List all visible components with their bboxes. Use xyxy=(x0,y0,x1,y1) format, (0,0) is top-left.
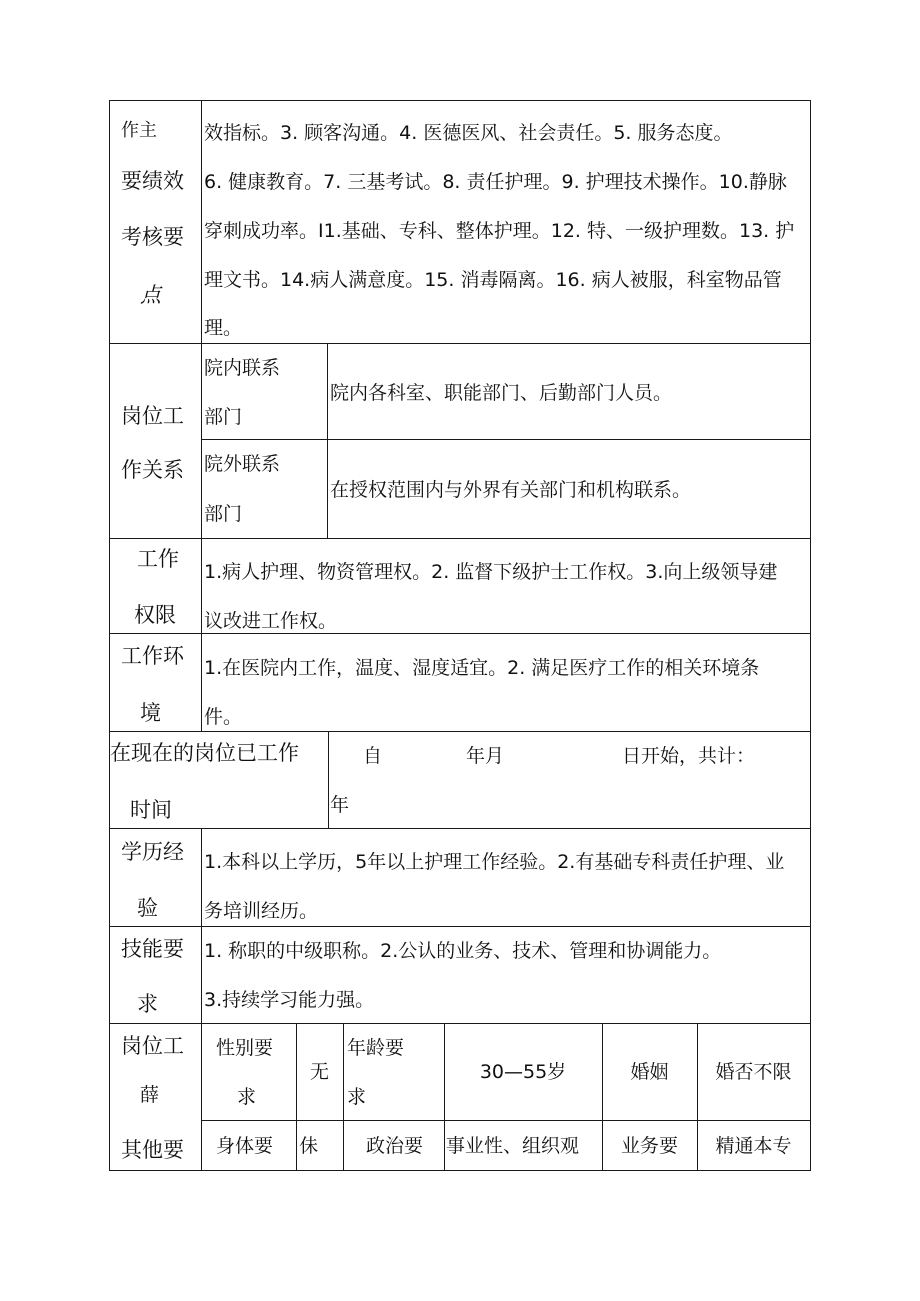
political-value: 事业性、组织观 xyxy=(446,1135,580,1157)
business-value: 精通本专 xyxy=(715,1135,792,1157)
age-value: 30—55岁 xyxy=(479,1061,567,1083)
body-label: 身体要 xyxy=(216,1135,274,1157)
outer-contact-text: 在授权范围内与外界有关部门和机构联系。 xyxy=(330,479,692,501)
marriage-label: 婚姻 xyxy=(630,1061,669,1083)
inner-contact-text: 院内各科室、职能部门、后勤部门人员。 xyxy=(330,382,673,404)
business-label: 业务要 xyxy=(620,1135,678,1157)
gender-value: 无 xyxy=(310,1061,330,1083)
marriage-value: 婚否不限 xyxy=(715,1061,792,1083)
body-value: 佅 xyxy=(299,1135,319,1157)
political-label: 政治要 xyxy=(366,1135,424,1157)
